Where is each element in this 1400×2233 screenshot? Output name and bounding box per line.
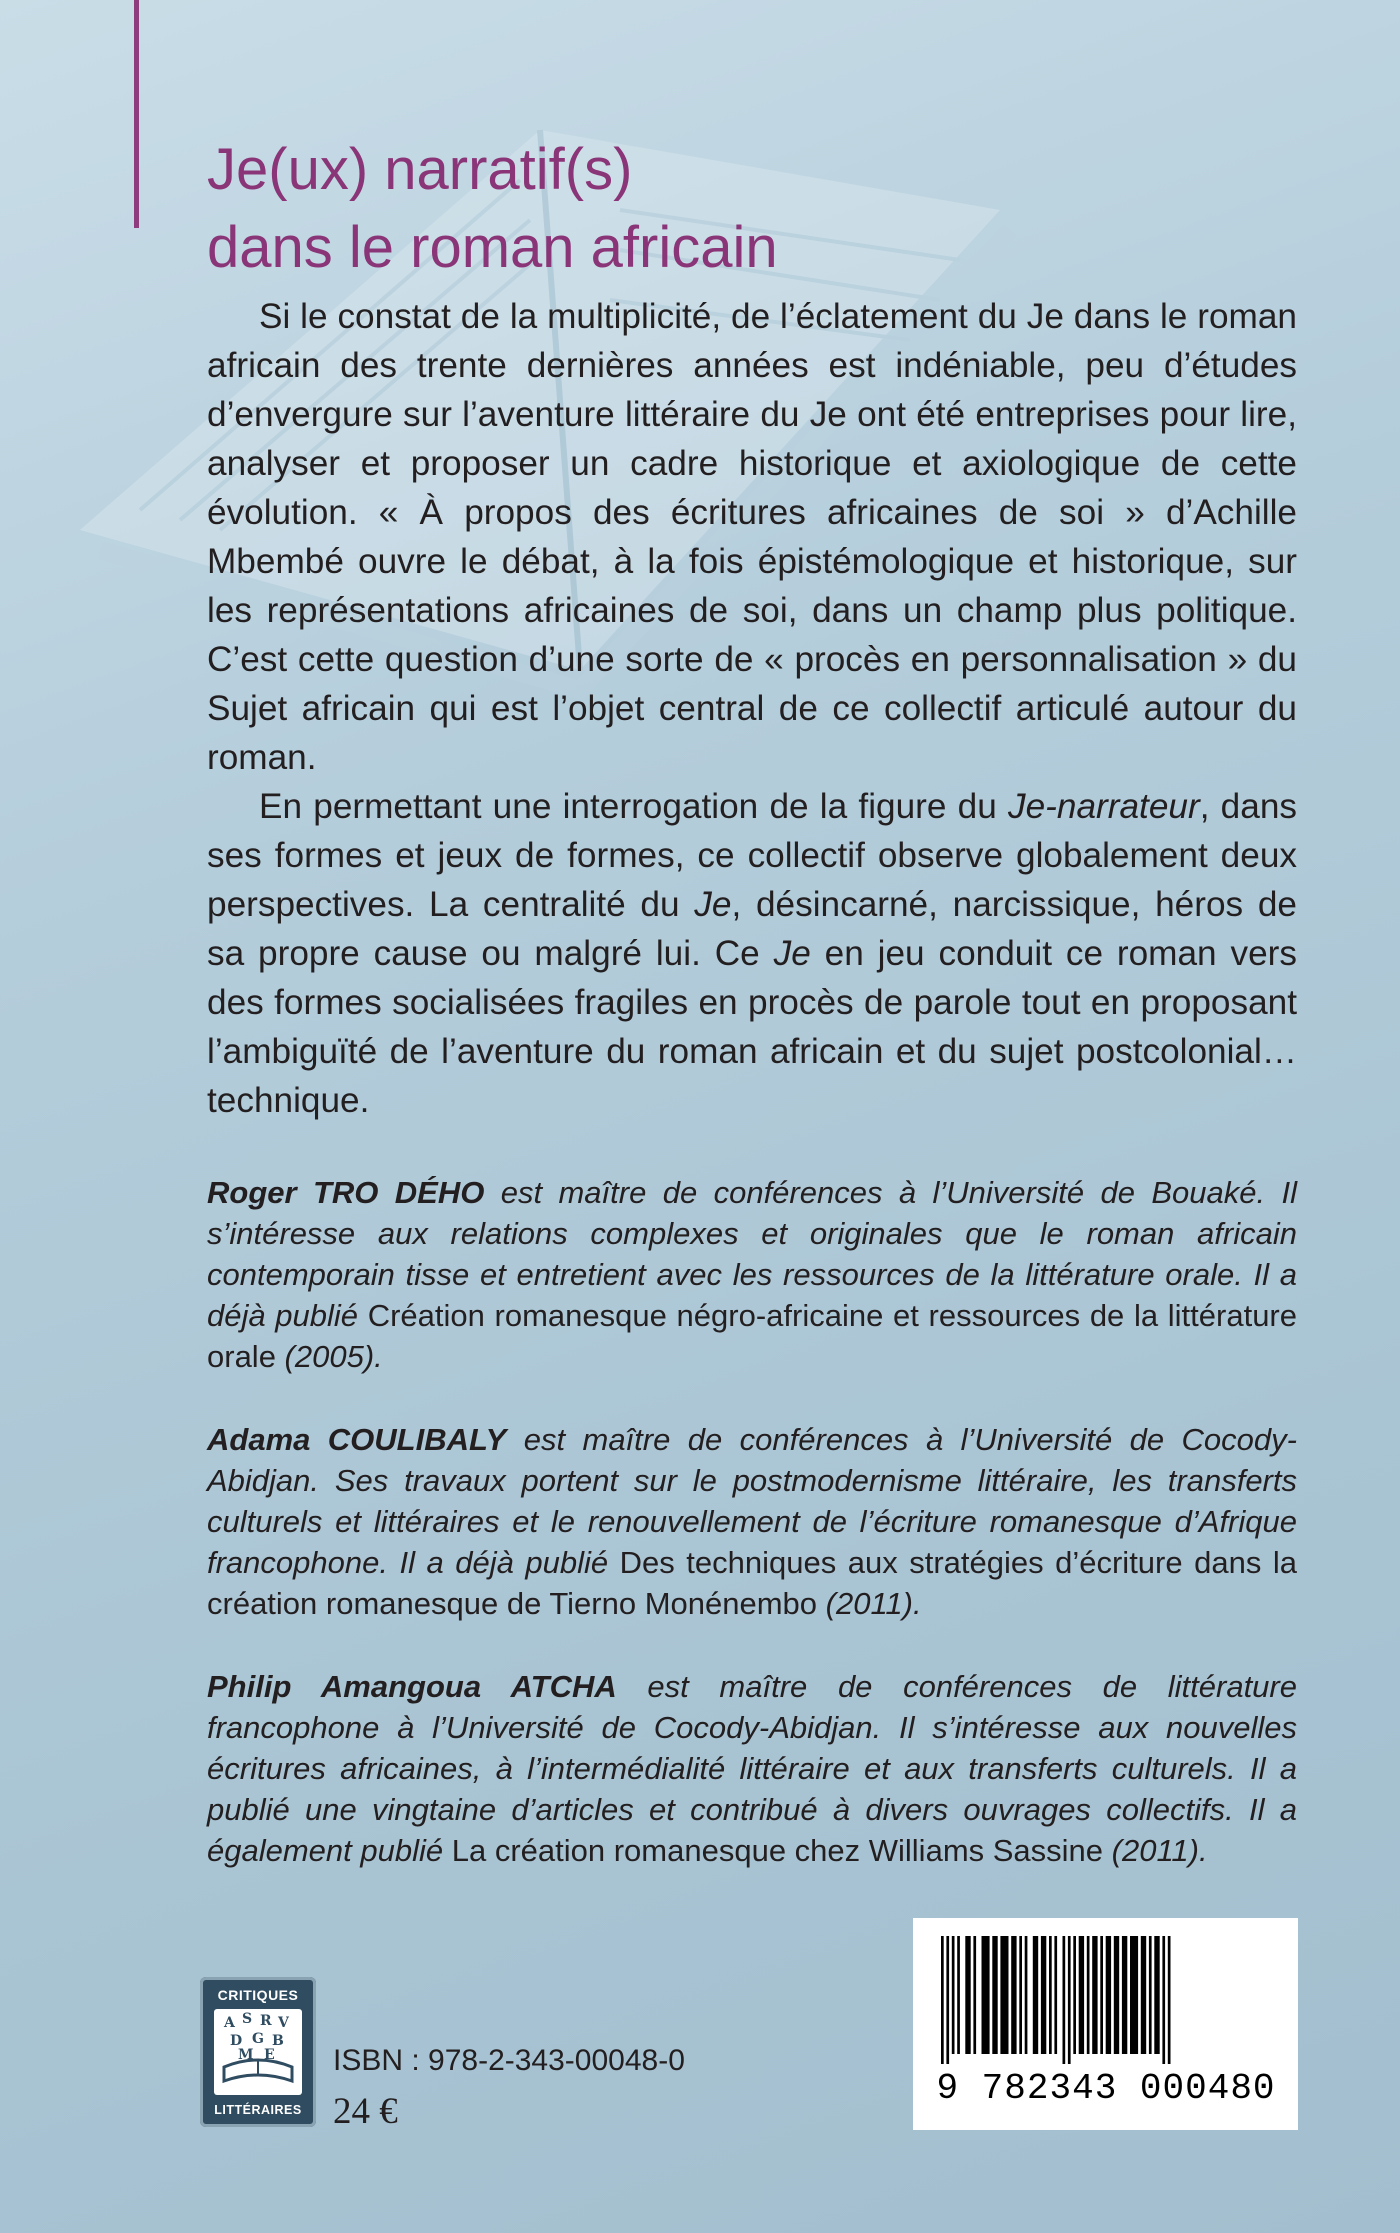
summary-paragraph-2 (207, 782, 1297, 1125)
barcode-bar (1025, 1936, 1028, 2054)
author-bio-text: est maître de conférences à l’Université de Bouaké. Il s’intéresse aux relations complexes et originales que le roman africain contemporain tisse et entretient avec les ressources de la littérature orale. Il a déjà publié (207, 1175, 1297, 1333)
summary-p2-part-a: En permettant une interrogation de la figure du (259, 787, 1009, 826)
svg-text:V: V (278, 2015, 289, 2031)
barcode-bar (1087, 1936, 1090, 2054)
barcode-bar (1122, 1936, 1127, 2054)
barcode-bar (1092, 1936, 1097, 2054)
summary-paragraph-1: Si le constat de la multiplicité, de l’éclatement du Je dans le roman africain des trente dernières années est indéniable, peu d’études d’envergure sur l’aventure littéraire du Je ont été entreprises pour lire, analyser et proposer un cadre historique et axiologique de cette évolution. « À propos des écritures africaines de soi » d’Achille Mbembé ouvre le débat, à la fois épistémologique et historique, sur les représentations africaines de soi, dans un champ plus politique. C’est cette question d’une sorte de « procès en personnalisation » du Sujet africain qui est l’objet central de ce collectif articulé autour du roman. (207, 297, 1297, 777)
barcode-number: 9 782343 000480 (936, 2068, 1276, 2109)
summary-p2-em-je-narrateur: Je-narrateur (1008, 787, 1200, 826)
collection-logo (200, 1977, 316, 2127)
summary-p2-part-c: , désincarné, narcissique, héros de sa propre cause ou malgré lui. Ce (207, 885, 1297, 973)
barcode-bar (957, 1936, 960, 2054)
author-name: Adama COULIBALY (207, 1422, 507, 1457)
barcode-bar (1079, 1936, 1084, 2054)
author-bio (207, 1172, 1297, 1377)
svg-text:G: G (252, 2031, 264, 2047)
barcode-bar (1130, 1936, 1138, 2054)
summary-text (207, 292, 1297, 1125)
barcode-bar (965, 1936, 970, 2054)
barcode-bar (1068, 1936, 1071, 2064)
author-bio-text: est maître de conférences de littérature francophone à l’Université de Cocody-Abidjan. Il s’intéresse aux nouvelles écritures africaines, à l’intermédialité littéraire et aux transferts culturels. Il a publié une vingtaine d’articles et contribué à divers ouvrages collectifs. Il a également publié (207, 1669, 1297, 1868)
summary-p2-part-b: , dans ses formes et jeux de formes, ce collectif observe globalement deux perspectives. La centralité du (207, 787, 1297, 924)
barcode-bar (1114, 1936, 1119, 2054)
svg-text:E: E (264, 2047, 275, 2063)
barcode-bar (1063, 1936, 1066, 2064)
price-label: 24 € (333, 2091, 398, 2132)
summary-p2-em-je-1: Je (694, 885, 732, 924)
author-book-year: (2011). (1103, 1833, 1208, 1868)
barcode-bar (1011, 1936, 1016, 2054)
author-bio-text: est maître de conférences à l’Université de Cocody-Abidjan. Ses travaux portent sur le postmodernisme littéraire, les transferts culturels et littéraires et le renouvellement de l’écriture romanesque d’Afrique francophone. Il a déjà publié (207, 1422, 1297, 1580)
barcode-bar (946, 1936, 949, 2064)
isbn-label: ISBN : 978-2-343-00048-0 (333, 2044, 685, 2077)
barcode-bar (1168, 1936, 1171, 2064)
author-bio (207, 1419, 1297, 1624)
author-book-title: La création romanesque chez Williams Sassine (451, 1833, 1104, 1868)
barcode-bar (1141, 1936, 1146, 2054)
barcode-bar (1049, 1936, 1052, 2054)
author-book-title: Des techniques aux stratégies d’écriture dans la création romanesque de Tierno Monénembo (207, 1545, 1297, 1621)
book-title-line-1: Je(ux) narratif(s) (207, 136, 633, 202)
author-bios (207, 1172, 1297, 1913)
author-book-year: (2011). (817, 1586, 922, 1621)
barcode-bar (941, 1936, 944, 2064)
barcode-bar (973, 1936, 976, 2054)
barcode (913, 1918, 1298, 2130)
barcode-bar (1054, 1936, 1057, 2054)
svg-text:B: B (272, 2033, 284, 2049)
barcode-bar (992, 1936, 997, 2054)
summary-p2-em-je-2: Je (773, 934, 811, 973)
collection-logo-top: CRITIQUES (217, 1987, 299, 2003)
author-bio (207, 1666, 1297, 1871)
letters-book-icon (214, 2009, 302, 2095)
book-title (207, 131, 1257, 287)
book-title-line-2: dans le roman africain (207, 214, 778, 280)
barcode-bar (1162, 1936, 1165, 2064)
barcode-bars (935, 1936, 1277, 2064)
author-book-title: Création romanesque négro-africaine et ressources de la littérature orale (207, 1298, 1298, 1374)
author-name: Roger TRO DÉHO (207, 1175, 485, 1210)
title-rule (134, 0, 139, 228)
svg-text:M: M (238, 2047, 254, 2063)
svg-text:A: A (224, 2015, 235, 2031)
barcode-bar (1154, 1936, 1159, 2054)
svg-text:D: D (230, 2033, 243, 2049)
svg-text:R: R (260, 2013, 272, 2029)
collection-logo-bottom: LITTÉRAIRES (214, 2103, 302, 2117)
author-name: Philip Amangoua ATCHA (207, 1669, 617, 1704)
collection-logo-illustration (214, 2009, 302, 2095)
author-book-year: (2005). (275, 1339, 383, 1374)
barcode-bar (1149, 1936, 1152, 2054)
barcode-bar (1073, 1936, 1076, 2054)
barcode-bar (1000, 1936, 1008, 2054)
barcode-bar (1041, 1936, 1046, 2054)
barcode-bar (982, 1936, 990, 2054)
svg-text:S: S (242, 2011, 253, 2027)
barcode-bar (1100, 1936, 1103, 2054)
barcode-bar (1019, 1936, 1022, 2054)
barcode-bar (952, 1936, 955, 2054)
barcode-bar (1033, 1936, 1038, 2054)
summary-p2-part-d: en jeu conduit ce roman vers des formes socialisées fragiles en procès de parole tout en proposant l’ambiguïté de l’aventure du roman africain et du sujet postcolonial… technique. (207, 934, 1297, 1120)
barcode-bar (1106, 1936, 1111, 2054)
